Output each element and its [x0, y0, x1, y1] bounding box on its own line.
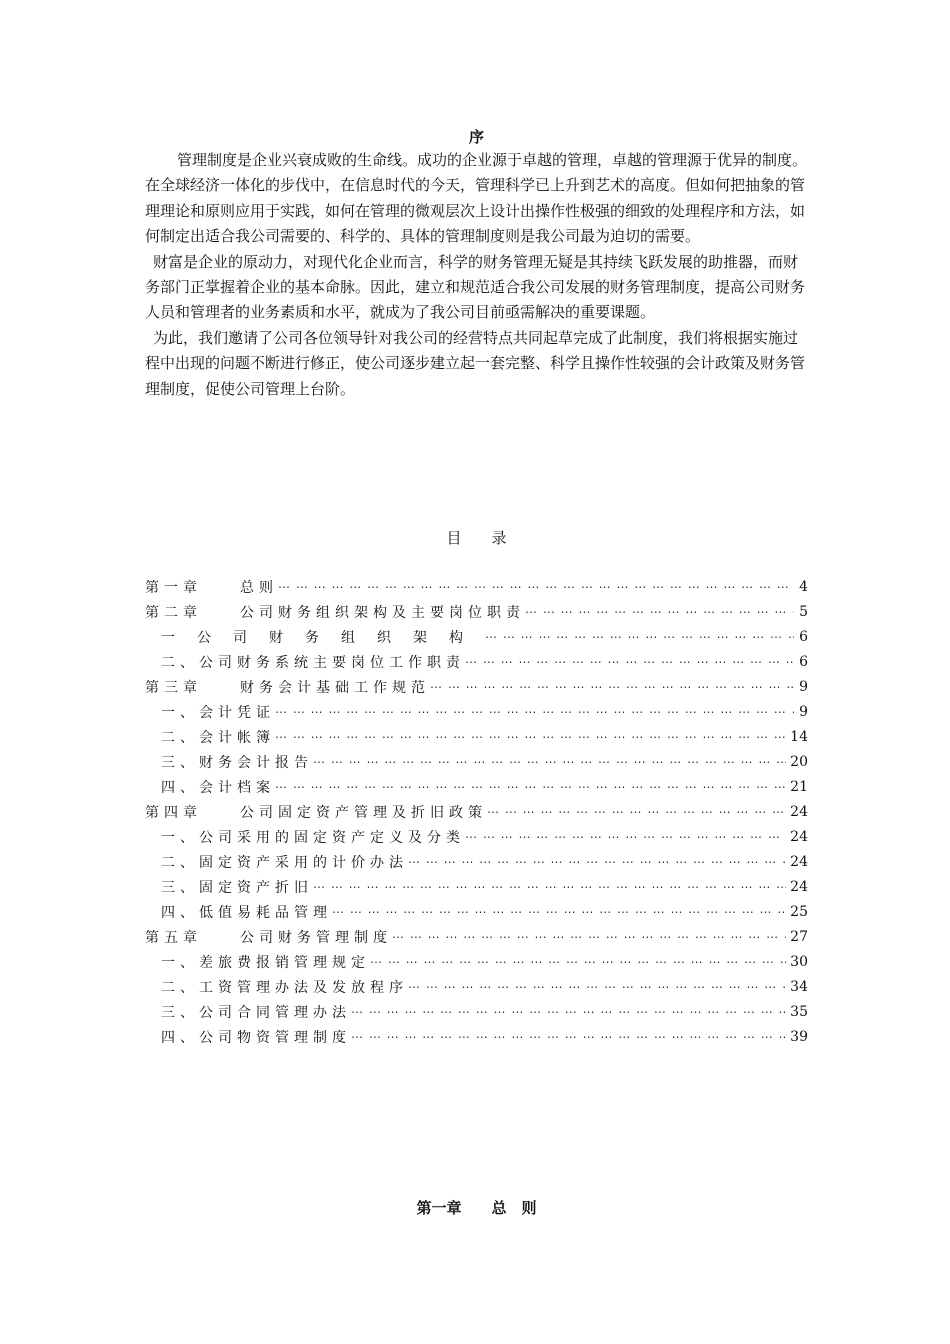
toc-item-page: 24 — [790, 803, 808, 820]
toc-item-label: 四、低值易耗品管理 — [161, 904, 332, 921]
toc-item-label: 第二章 公司财务组织架构及主要岗位职责 — [145, 604, 525, 621]
toc-leader-dots — [275, 780, 786, 794]
toc-item-label: 第三章 财务会计基础工作规范 — [145, 679, 430, 696]
toc-item-label: 一公司财务组织架构 — [161, 629, 485, 646]
toc-item-page: 27 — [790, 928, 808, 945]
toc-item[interactable] — [145, 649, 808, 674]
toc-item-page: 21 — [790, 778, 808, 795]
toc-item-label: 第四章 公司固定资产管理及折旧政策 — [145, 804, 487, 821]
toc-leader-dots — [370, 955, 786, 969]
toc-item-page: 34 — [790, 978, 808, 995]
toc-item[interactable] — [145, 899, 808, 924]
toc-leader-dots — [487, 805, 786, 819]
toc-leader-dots — [313, 755, 786, 769]
toc-item[interactable] — [145, 799, 808, 824]
toc-item-page: 24 — [790, 853, 808, 870]
toc-leader-dots — [275, 705, 794, 719]
toc-item-label: 四、公司物资管理制度 — [161, 1029, 351, 1046]
preface-paragraph-1: 管理制度是企业兴衰成败的生命线。成功的企业源于卓越的管理，卓越的管理源于优异的制度。在全球经济一体化的步伐中，在信息时代的今天，管理科学已上升到艺术的高度。但如何把抽象的管理理论和原则应用于实践，如何在管理的微观层次上设计出操作性极强的细致的处理程序和方法，如何制定出适合我公司需要的、科学的、具体的管理制度则是我公司最为迫切的需要。 — [145, 151, 808, 246]
toc-item-label: 一、公司采用的固定资产定义及分类 — [161, 829, 465, 846]
toc-item[interactable] — [145, 599, 808, 624]
toc-leader-dots — [351, 1030, 786, 1044]
toc-item-label: 一、差旅费报销管理规定 — [161, 954, 370, 971]
toc-leader-dots — [351, 1005, 786, 1019]
toc-leader-dots — [408, 980, 786, 994]
toc-item-label: 二、会计帐簿 — [161, 729, 275, 746]
toc-item[interactable] — [145, 724, 808, 749]
toc-item-label: 第一章 总则 — [145, 579, 278, 596]
toc-item[interactable] — [145, 949, 808, 974]
toc-leader-dots — [278, 580, 794, 594]
toc-item-page: 6 — [799, 653, 808, 670]
toc-item[interactable] — [145, 824, 808, 849]
toc-item[interactable] — [145, 774, 808, 799]
chapter-1-title: 第一章 总 则 — [416, 1199, 537, 1217]
toc-item[interactable] — [145, 574, 808, 599]
toc-leader-dots — [313, 880, 786, 894]
toc-leader-dots — [465, 830, 786, 844]
toc-item[interactable] — [145, 849, 808, 874]
toc-item-page: 20 — [790, 753, 808, 770]
toc-leader-dots — [332, 905, 786, 919]
toc-item-label: 第五章 公司财务管理制度 — [145, 929, 392, 946]
toc-item-page: 9 — [799, 678, 808, 695]
toc-leader-dots — [465, 655, 794, 669]
toc-item-label: 二、固定资产采用的计价办法 — [161, 854, 408, 871]
preface-paragraph-3: 为此，我们邀请了公司各位领导针对我公司的经营特点共同起草完成了此制度，我们将根据实施过程中出现的问题不断进行修正，使公司逐步建立起一套完整、科学且操作性较强的会计政策及财务管理制度，促使公司管理上台阶。 — [145, 328, 806, 398]
toc-leader-dots — [525, 605, 794, 619]
toc-item-page: 5 — [799, 603, 808, 620]
toc-leader-dots — [275, 730, 786, 744]
toc-leader-dots — [485, 630, 794, 644]
preface-body — [145, 148, 808, 402]
toc-item[interactable] — [145, 924, 808, 949]
toc-item-page: 39 — [790, 1028, 808, 1045]
toc-item-label: 一、会计凭证 — [161, 704, 275, 721]
toc-item[interactable] — [145, 999, 808, 1024]
toc-item-page: 14 — [790, 728, 808, 745]
toc-leader-dots — [392, 930, 786, 944]
toc-item-label: 三、公司合同管理办法 — [161, 1004, 351, 1021]
preface-paragraph-2: 财富是企业的原动力，对现代化企业而言，科学的财务管理无疑是其持续飞跃发展的助推器，而财务部门正掌握着企业的基本命脉。因此，建立和规范适合我公司发展的财务管理制度，提高公司财务人员和管理者的业务素质和水平，就成为了我公司目前亟需解决的重要课题。 — [145, 252, 806, 322]
toc-item-page: 35 — [790, 1003, 808, 1020]
toc-item-label: 二、工资管理办法及发放程序 — [161, 979, 408, 996]
toc-item[interactable] — [145, 699, 808, 724]
toc-item[interactable] — [145, 974, 808, 999]
toc-item-label: 三、财务会计报告 — [161, 754, 313, 771]
toc-item-label: 三、固定资产折旧 — [161, 879, 313, 896]
toc-item-page: 25 — [790, 903, 808, 920]
toc-item-label: 二、公司财务系统主要岗位工作职责 — [161, 654, 465, 671]
toc-item-page: 30 — [790, 953, 808, 970]
table-of-contents — [145, 574, 808, 1049]
toc-item-label: 四、会计档案 — [161, 779, 275, 796]
toc-item-page: 24 — [790, 828, 808, 845]
toc-item[interactable] — [145, 874, 808, 899]
toc-title: 目 录 — [446, 529, 507, 547]
toc-item-page: 6 — [799, 628, 808, 645]
toc-item-page: 24 — [790, 878, 808, 895]
toc-item[interactable] — [145, 1024, 808, 1049]
toc-leader-dots — [430, 680, 794, 694]
toc-item-page: 4 — [799, 578, 808, 595]
toc-item[interactable] — [145, 624, 808, 649]
toc-item[interactable] — [145, 749, 808, 774]
toc-item-page: 9 — [799, 703, 808, 720]
preface-title: 序 — [468, 128, 484, 146]
toc-leader-dots — [408, 855, 786, 869]
toc-item[interactable] — [145, 674, 808, 699]
